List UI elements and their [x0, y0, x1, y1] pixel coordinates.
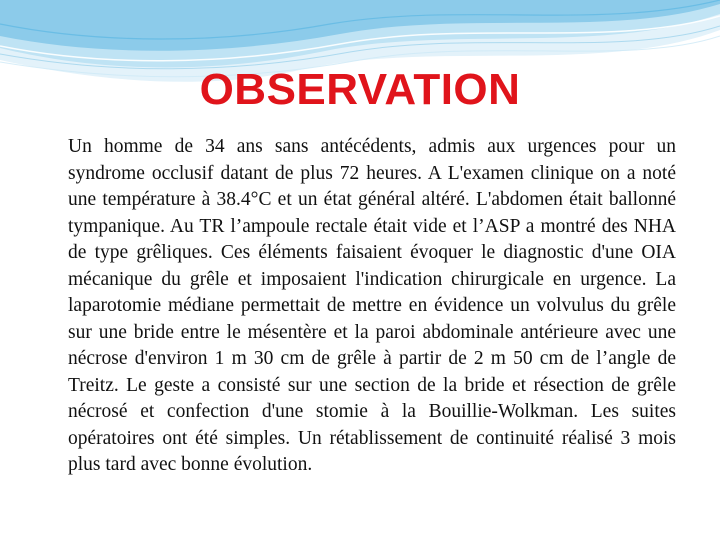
observation-text: Un homme de 34 ans sans antécédents, admis aux urgences pour un syndrome occlusif datant de plus 72 heures. A L'examen clinique on a noté une température à 38.4°C et un état général altéré. L'abdomen était ballonné tympanique. Au TR l’ampoule rectale était vide et l’ASP a montré des NHA de type grêliques. Ces éléments faisaient évoquer le diagnostic d'une OIA mécanique du grêle et imposaient l'indication chirurgicale en urgence. La laparotomie médiane permettait de mettre en évidence un volvulus du grêle sur une bride entre le mésentère et la paroi abdominale antérieure avec une nécrose d'environ 1 m 30 cm de grêle à partir de 2 m 50 cm de l’angle de Treitz. Le geste a consisté sur une section de la bride et résection de grêle nécrosé et confection d'une stomie à la Bouillie-Wolkman. Les suites opératoires ont été simples. Un rétablissement de continuité réalisé 3 mois plus tard avec bonne évolution. — [68, 136, 676, 475]
slide-title: OBSERVATION — [199, 65, 521, 114]
